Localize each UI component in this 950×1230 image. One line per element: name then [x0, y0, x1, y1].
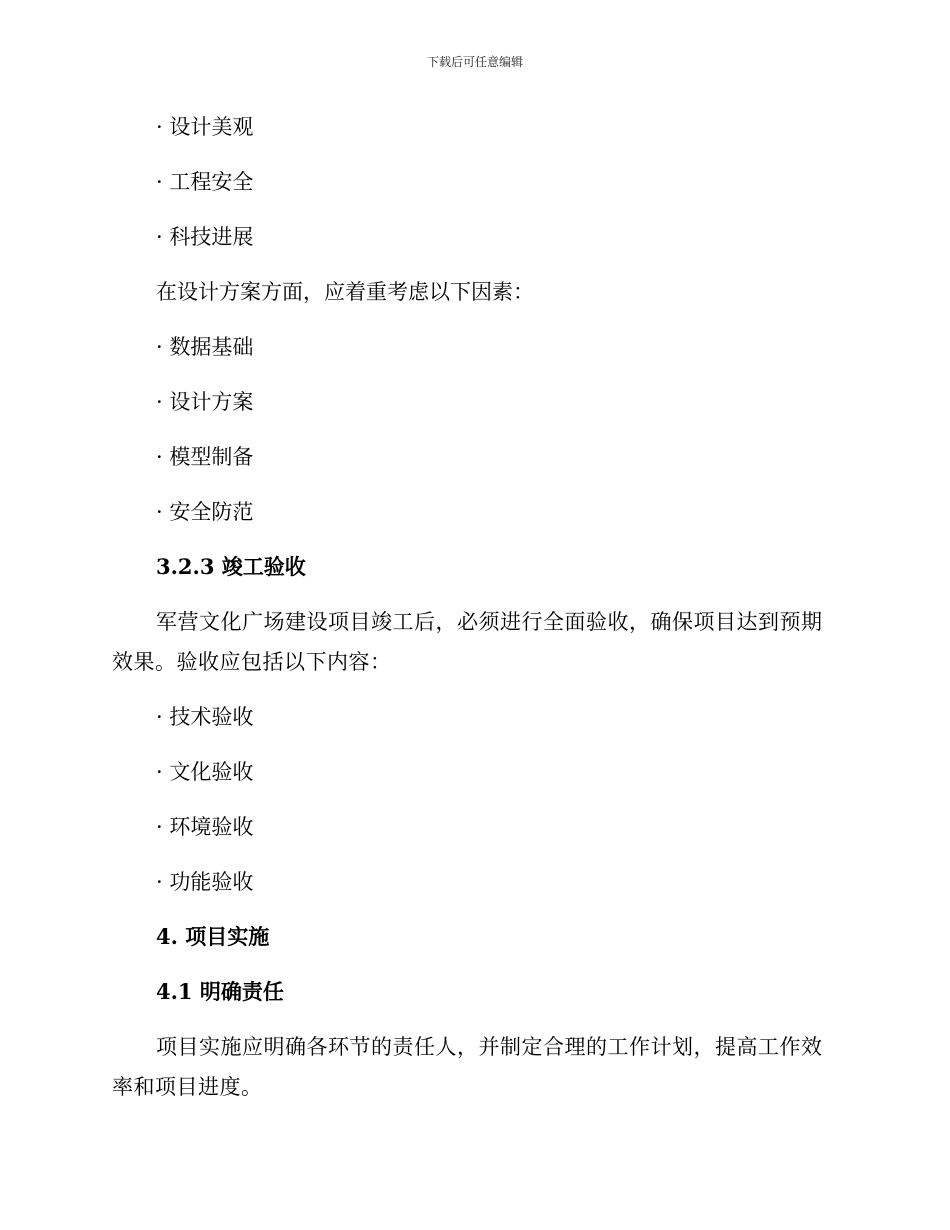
list-item: · 数据基础 [156, 335, 254, 359]
section-heading-4-1: 4.1 明确责任 [156, 979, 284, 1004]
list-item: · 科技进展 [156, 225, 254, 249]
list-item: · 文化验收 [156, 760, 254, 784]
list-item: · 技术验收 [156, 705, 254, 729]
list-item: · 工程安全 [156, 170, 254, 194]
acceptance-paragraph: 军营文化广场建设项目竣工后，必须进行全面验收，确保项目达到预期效果。验收应包括以下内容： [112, 610, 823, 674]
list-item: · 设计美观 [156, 115, 254, 139]
page-content [112, 107, 832, 1122]
list-item: · 设计方案 [156, 390, 254, 414]
list-item: · 环境验收 [156, 815, 254, 839]
design-factors-intro: 在设计方案方面，应着重考虑以下因素： [156, 280, 534, 304]
section-heading-3-2-3: 3.2.3 竣工验收 [156, 554, 306, 579]
list-item: · 模型制备 [156, 445, 254, 469]
responsibility-paragraph: 项目实施应明确各环节的责任人，并制定合理的工作计划，提高工作效率和项目进度。 [112, 1035, 823, 1099]
list-item: · 功能验收 [156, 870, 254, 894]
section-heading-4: 4. 项目实施 [156, 924, 270, 949]
list-item: · 安全防范 [156, 500, 254, 524]
page-header: 下载后可任意编辑 [426, 55, 523, 69]
